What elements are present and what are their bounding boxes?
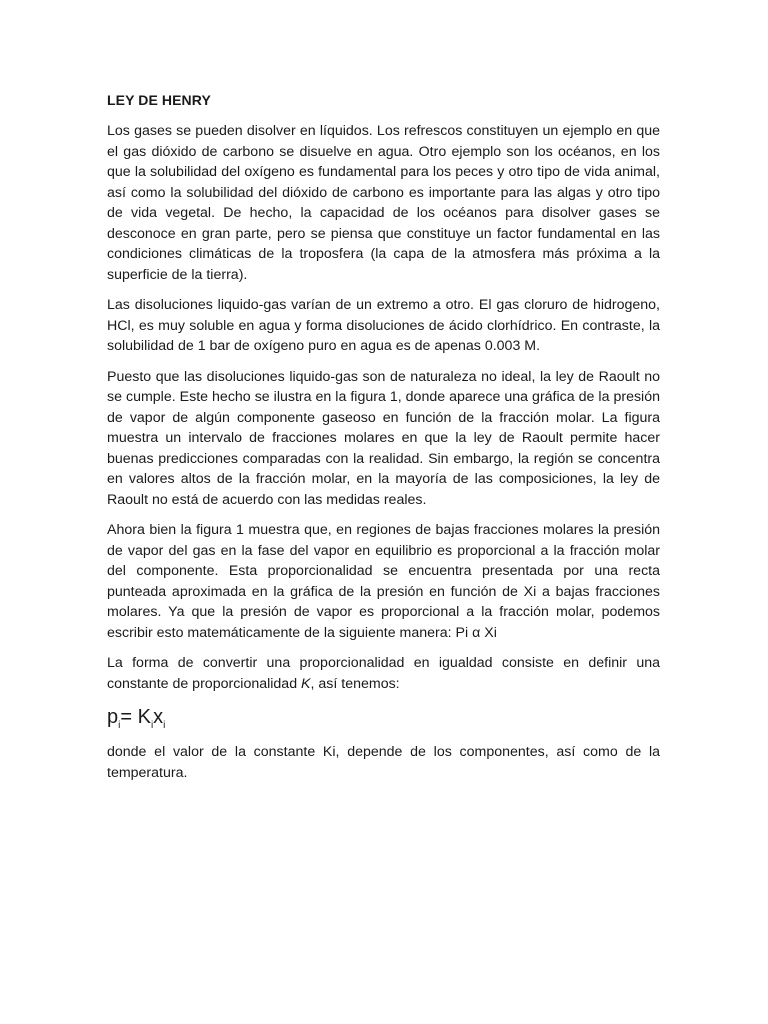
paragraph-constant (107, 653, 660, 694)
document-title: LEY DE HENRY (107, 92, 211, 108)
paragraph-constant-text-a: La forma de convertir una proporcionalidad en igualdad consiste en definir una constante de proporcionalidad (107, 655, 660, 692)
formula-equals-k: = K (120, 706, 151, 728)
paragraph-raoult: Puesto que las disoluciones liquido-gas son de naturaleza no ideal, la ley de Raoult no se cumple. Este hecho se ilustra en la figura 1, donde aparece una gráfica de la presión de vapor de algún componente gaseoso en función de la fracción molar. La figura muestra un intervalo de fracciones molares en que la ley de Raoult permite hacer buenas predicciones comparadas con la realidad. Sin embargo, la región se concentra en valores altos de la fracción molar, en la mayoría de las composiciones, la ley de Raoult no está de acuerdo con las medidas reales. (107, 368, 660, 508)
henry-formula (107, 704, 660, 730)
formula-p: p (107, 706, 119, 728)
paragraph-solutions: Las disoluciones liquido-gas varían de un extremo a otro. El gas cloruro de hidrogeno, HCl, es muy soluble en agua y forma disoluciones de ácido clorhídrico. En contraste, la solubilidad de 1 bar de oxígeno puro en agua es de apenas 0.003 M. (107, 297, 660, 354)
formula-x-subscript: i (163, 720, 166, 731)
document-body (107, 90, 660, 793)
paragraph-proportionality: Ahora bien la figura 1 muestra que, en regiones de bajas fracciones molares la presión de vapor del gas en la fase del vapor en equilibrio es proporcional a la fracción molar del componente. Esta proporcionalidad se encuentra presentada por una recta punteada aproximada en la gráfica de la presión en función de Xi a bajas fracciones molares. Ya que la presión de vapor es proporcional a la fracción molar, podemos escribir esto matemáticamente de la siguiente manera: Pi α Xi (107, 522, 660, 641)
constant-k: K (301, 675, 311, 692)
formula-p-subscript: i (118, 720, 121, 731)
paragraph-dependence: donde el valor de la constante Ki, depende de los componentes, así como de la temperatura. (107, 744, 660, 781)
formula-x: x (153, 706, 164, 728)
formula-k-subscript: i (150, 720, 154, 731)
paragraph-constant-text-b: , así tenemos: (310, 675, 400, 692)
paragraph-intro: Los gases se pueden disolver en líquidos. Los refrescos constituyen un ejemplo en que el gas dióxido de carbono se disuelve en agua. Otro ejemplo son los océanos, en los que la solubilidad del oxígeno es fundamental para los peces y otro tipo de vida animal, así como la solubilidad del dióxido de carbono es importante para las algas y otro tipo de vida vegetal. De hecho, la capacidad de los océanos para disolver gases se desconoce en gran parte, pero se piensa que constituye un factor fundamental en las condiciones climáticas de la troposfera (la capa de la atmosfera más próxima a la superficie de la tierra). (107, 123, 660, 283)
